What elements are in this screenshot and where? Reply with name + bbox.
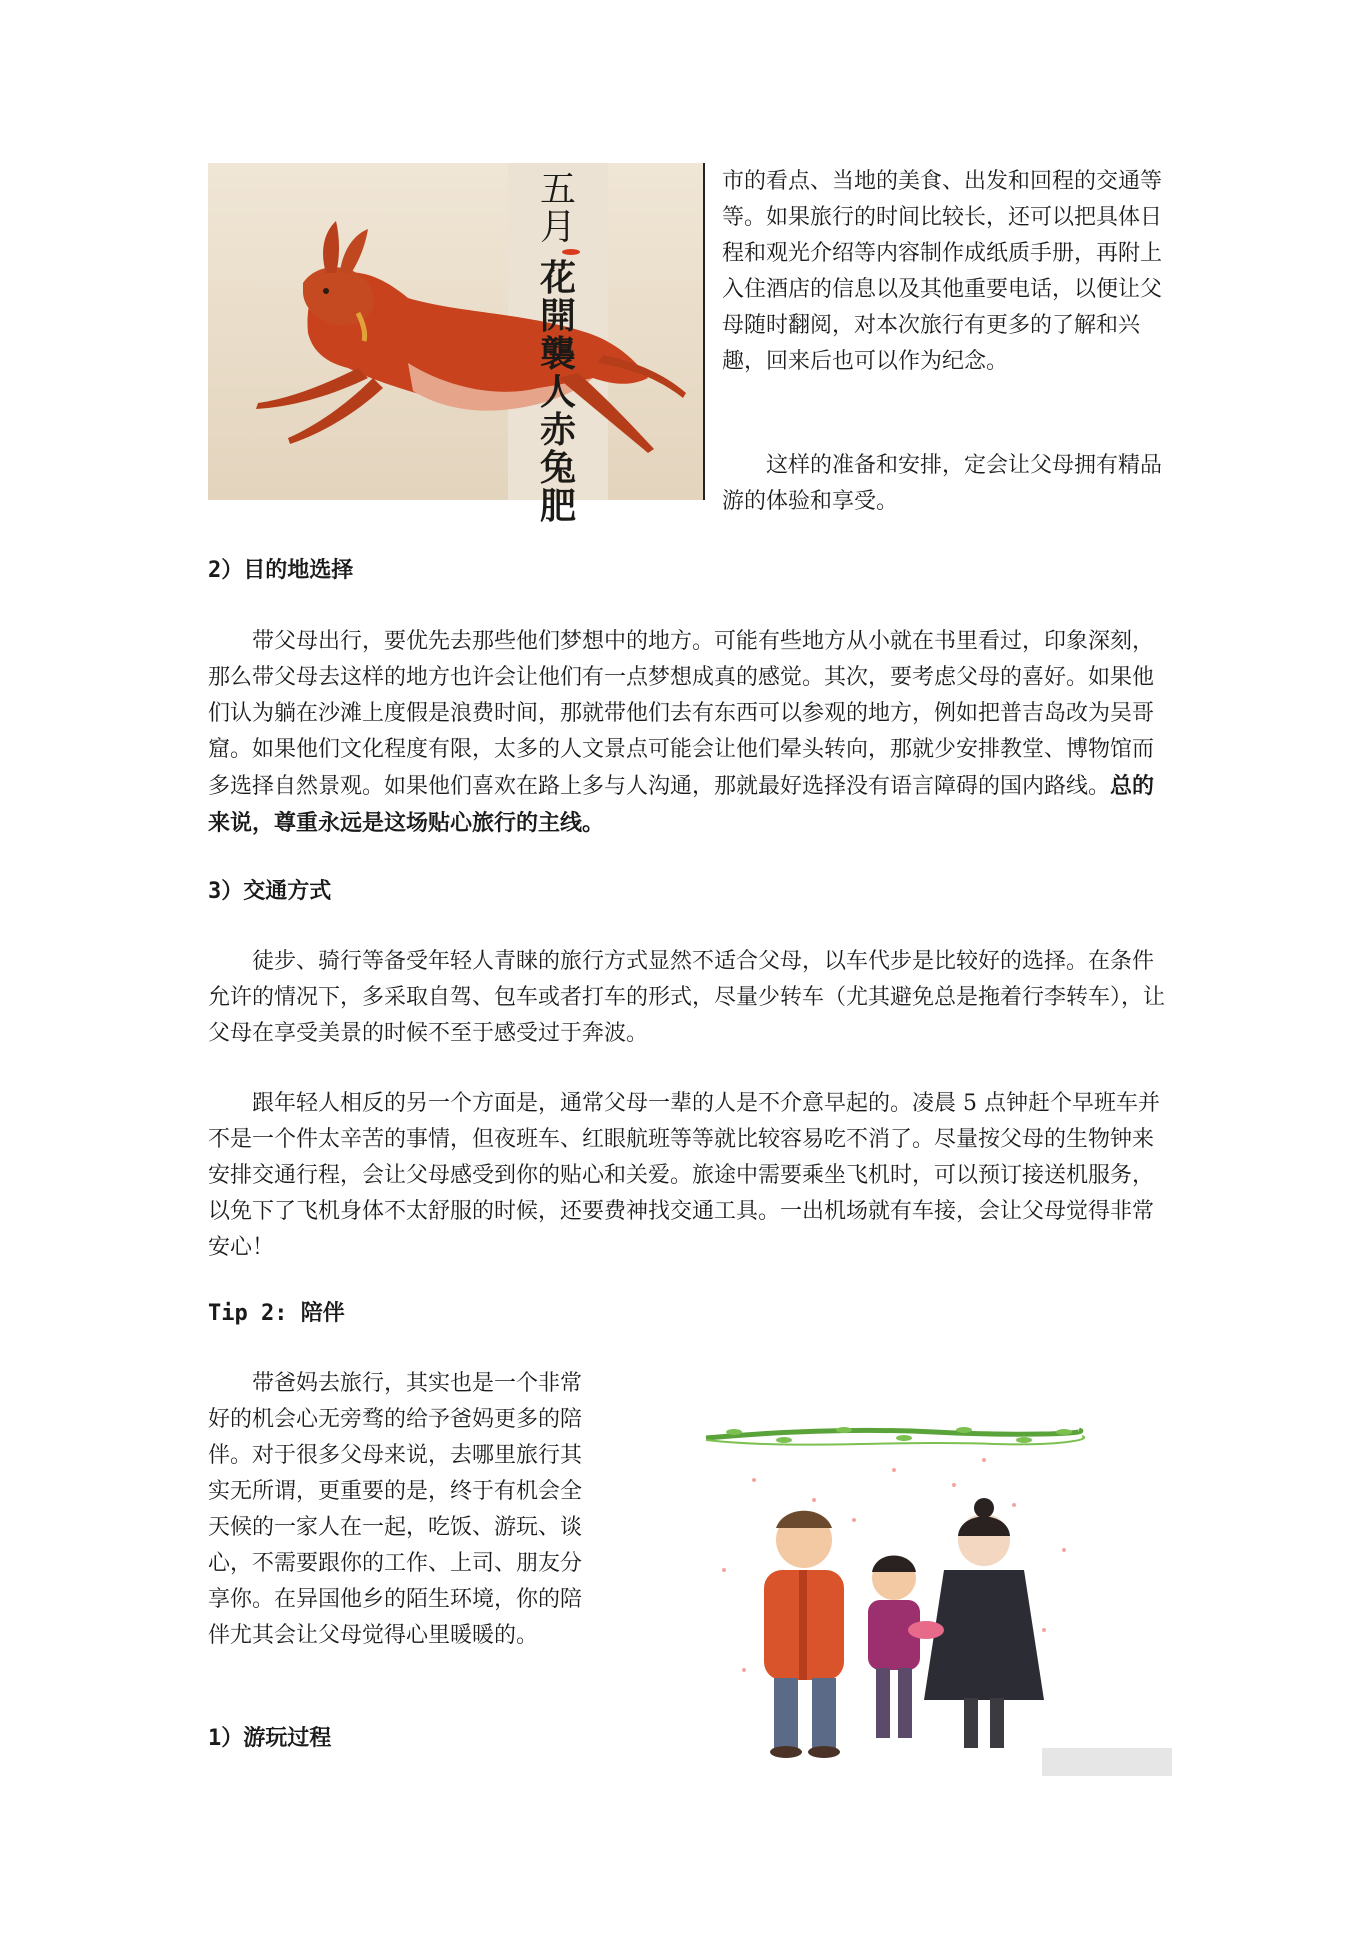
title-char: 月 (539, 207, 576, 248)
title-char: 人 (539, 371, 576, 413)
paragraph-transport: 徒步、骑行等备受年轻人青睐的旅行方式显然不适合父母，以车代步是比较好的选择。在条件允许的情况下，多采取自驾、包车或者打车的形式，尽量少转车（尤其避免总是拖着行李转车），让父母在享受美景的时候不至于感受过于奔波。 (208, 949, 1166, 1046)
text-block-conclusion: 这样的准备和安排，定会让父母拥有精品游的体验和享受。 (722, 453, 1163, 514)
section-heading-touring: 1）游玩过程 (208, 1726, 332, 1751)
section-heading-transport: 3）交通方式 (208, 879, 332, 904)
title-char: 五 (539, 169, 576, 210)
vertical-title (518, 169, 598, 527)
watermark (1042, 1748, 1172, 1776)
paragraph-text: 带父母出行，要优先去那些他们梦想中的地方。可能有些地方从小就在书里看过，印象深刻，那么带父母去这样的地方也许会让他们有一点梦想成真的感觉。其次，要考虑父母的喜好。如果他们认为躺在沙滩上度假是浪费时间，那就带他们去有东西可以参观的地方，例如把普吉岛改为吴哥窟。如果他们文化程度有限，太多的人文景点可能会让他们晕头转向，那就少安排教堂、博物馆而多选择自然景观。如果他们喜欢在路上多与人沟通，那就最好选择没有语言障碍的国内路线。 (208, 629, 1155, 799)
family-drawing (694, 1410, 1174, 1780)
section-heading-destination: 2）目的地选择 (208, 558, 354, 583)
rabbit-drawing (208, 163, 703, 500)
title-char: 開 (539, 295, 576, 337)
text-block-beside-image: 市的看点、当地的美食、出发和回程的交通等等。如果旅行的时间比较长，还可以把具体日程和观光介绍等内容制作成纸质手册，再附上入住酒店的信息以及其他重要电话，以便让父母随时翻阅，对本次旅行有更多的了解和兴趣，回来后也可以作为纪念。 (722, 169, 1163, 374)
paragraph-bold-text: 总的来说，尊重永远是这场贴心旅行的主线。 (208, 773, 1155, 836)
paragraph-destination (208, 624, 1173, 842)
paragraph-companionship: 带爸妈去旅行，其实也是一个非常好的机会心无旁骛的给予爸妈更多的陪伴。对于很多父母来说，去哪里旅行其实无所谓，更重要的是，终于有机会全天候的一家人在一起，吃饭、游玩、谈心，不需要跟你的工作、上司、朋友分享你。在异国他乡的陌生环境，你的陪伴尤其会让父母觉得心里暖暖的。 (208, 1371, 583, 1648)
family-illustration (694, 1410, 1174, 1780)
title-char: 兔 (539, 447, 576, 489)
image-divider (703, 163, 705, 500)
red-circle-icon (562, 249, 580, 255)
tip-heading: Tip 2: 陪伴 (208, 1301, 345, 1326)
title-char: 花 (539, 257, 576, 299)
paragraph-schedule: 跟年轻人相反的另一个方面是，通常父母一辈的人是不介意早起的。凌晨 5 点钟赶个早班车并不是一个件太辛苦的事情，但夜班车、红眼航班等等就比较容易吃不消了。尽量按父母的生物钟来安排交通行程，会让父母感受到你的贴心和关爱。旅途中需要乘坐飞机时，可以预订接送机服务，以免下了飞机身体不太舒服的时候，还要费神找交通工具。一出机场就有车接，会让父母觉得非常安心！ (208, 1091, 1160, 1260)
title-char: 赤 (539, 409, 576, 451)
rabbit-illustration (208, 163, 703, 527)
title-char: 肥 (539, 485, 576, 527)
title-char: 襲 (539, 333, 576, 375)
